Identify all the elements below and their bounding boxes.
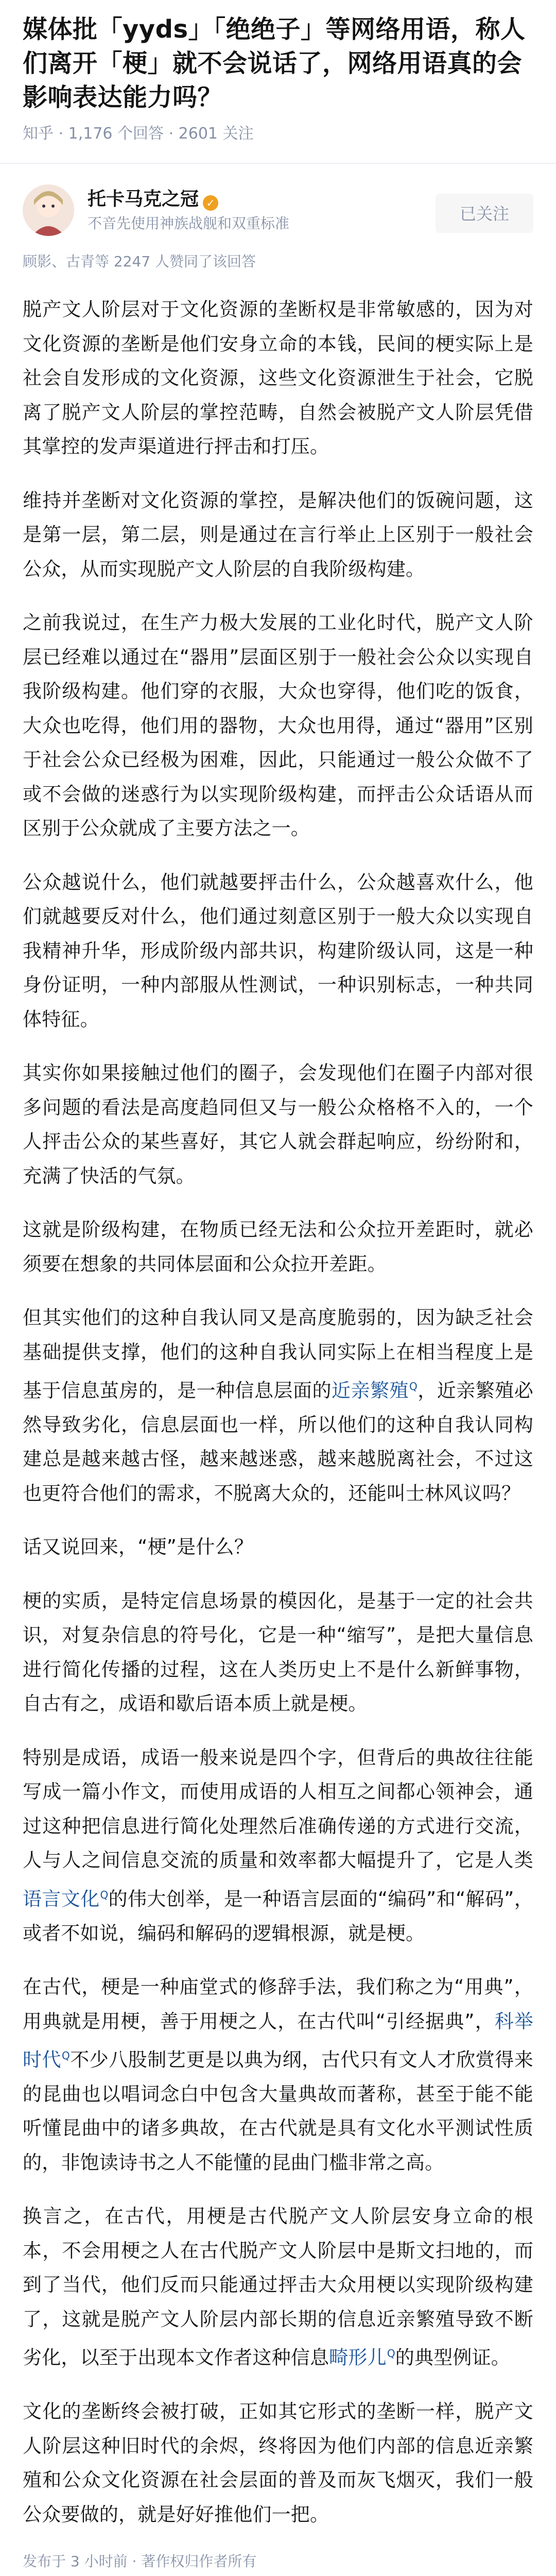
paragraph-10-text-a: 特别是成语，成语一般来说是四个字，但背后的典故往往能写成一篇小作文，而使用成语的人相互之间都心领神会，通过这种把信息进行简化处理然后准确传递的方式进行交流，人与人之间信息交流的质量和效率都大幅提升了，它是人类 — [23, 1746, 533, 1872]
paragraph-7 — [23, 1301, 533, 1511]
author-bio: 不音先使用神族战舰和双重标准 — [88, 215, 290, 232]
paragraph-11-text-b: 不少八股制艺更是以典为纲，古代只有文人才欣赏得来的昆曲也以唱词念白中包含大量典故而著称，甚至于能不能听懂昆曲中的诸多典故，在古代就是具有文化水平测试性质的，非饱读诗书之人不能懂的昆曲门槛非常之高。 — [23, 2048, 533, 2174]
follow-button[interactable]: 已关注 — [436, 194, 533, 233]
paragraph-7-text-b: ，近亲繁殖必然导致劣化，信息层面也一样，所以他们的这种自我认同构建总是越来越古怪，越来越迷惑，越来越脱离社会，不过这也更符合他们的需求，不脱离大众的，还能叫士林风议吗？ — [23, 1379, 534, 1504]
link-yuyanwenhua[interactable]: 语言文化 — [23, 1888, 100, 1910]
paragraph-10-text-b: 的伟大创举，是一种语言层面的“编码”和“解码”，或者不如说，编码和解码的逻辑根源，就是梗。 — [23, 1888, 533, 1944]
author-avatar[interactable] — [23, 184, 74, 236]
search-link-icon: Q — [62, 2049, 70, 2062]
paragraph-10 — [23, 1741, 533, 1951]
paragraph-3: 之前我说过，在生产力极大发展的工业化时代，脱产文人阶层已经难以通过在“器用”层面区别于一般社会公众以实现自我阶级构建。他们穿的衣服，大众也穿得，他们吃的饭食，大众也吃得，他们用的器物，大众也用得，通过“器用”区别于社会公众已经极为困难，因此，只能通过一般公众做不了或不会做的迷惑行为以实现阶级构建，而抨击公众话语从而区别于公众就成了主要方法之一。 — [23, 612, 533, 839]
search-link-icon: Q — [409, 1380, 418, 1393]
answer-count[interactable]: 1,176 个回答 — [68, 125, 164, 143]
paragraph-2: 维持并垄断对文化资源的掌控，是解决他们的饭碗问题，这是第一层，第二层，则是通过在言行举止上区别于一般社会公众，从而实现脱产文人阶层的自我阶级构建。 — [23, 489, 533, 580]
meta-sep: · — [168, 125, 179, 143]
paragraph-5: 其实你如果接触过他们的圈子，会发现他们在圈子内部对很多问题的看法是高度趋同但又与一般公众格格不入的，一个人抨击公众的某些喜好，其它人就会群起响应，纷纷附和，充满了快活的气氛。 — [23, 1062, 533, 1187]
search-link-icon: Q — [387, 2347, 395, 2360]
author-info — [88, 188, 289, 234]
site-name: 知乎 — [23, 125, 54, 143]
paragraph-7-text-a: 但其实他们的这种自我认同又是高度脆弱的，因为缺乏社会基础提供支撑，他们的这种自我认同实际上在相当程度上是基于信息茧房的，是一种信息层面的 — [23, 1307, 533, 1402]
comments-header — [0, 2572, 556, 2576]
meta-sep: · — [58, 125, 68, 143]
answer-content — [0, 272, 556, 2572]
paragraph-11-text-a: 在古代，梗是一种庙堂式的修辞手法，我们称之为“用典”，用典就是用梗，善于用梗之人，在古代叫“引经据典”， — [23, 1976, 533, 2032]
paragraph-6: 这就是阶级构建，在物质已经无法和公众拉开差距时，就必须要在想象的共同体层面和公众拉开差距。 — [23, 1218, 533, 1275]
verified-badge-icon: ✓ — [203, 195, 218, 211]
paragraph-9: 梗的实质，是特定信息场景的模因化，是基于一定的社会共识，对复杂信息的符号化，它是一种“缩写”，是把大量信息进行简化传播的过程，这在人类历史上不是什么新鲜事物，自古有之，成语和歇后语本质上就是梗。 — [23, 1589, 533, 1715]
author-name[interactable]: 托卡马克之冠 — [88, 189, 199, 210]
paragraph-12-text-a: 换言之，在古代，用梗是古代脱产文人阶层安身立命的根本，不会用梗之人在古代脱产文人阶层中是斯文扫地的，而到了当代，他们反而只能通过抨击大众用梗以实现阶级构建了，这就是脱产文人阶层内部长期的信息近亲繁殖导致不断劣化，以至于出现本文作者这种信息 — [23, 2205, 533, 2369]
paragraph-1: 脱产文人阶层对于文化资源的垄断权是非常敏感的，因为对文化资源的垄断是他们安身立命的本钱，民间的梗实际上是社会自发形成的文化资源，这些文化资源泄生于社会，它脱离了脱产文人阶层的掌控范畴，自然会被脱产文人阶层凭借其掌控的发声渠道进行抨击和打压。 — [23, 298, 533, 457]
link-kejushidai[interactable]: 科举时代 — [23, 2010, 533, 2071]
paragraph-4: 公众越说什么，他们就越要抨击什么，公众越喜欢什么，他们就越要反对什么，他们通过刻意区别于一般大众以实现自我精神升华，形成阶级内部共识，构建阶级认同，这是一种身份证明，一种内部服从性测试，一种识别标志，一种共同体特征。 — [23, 871, 533, 1030]
link-jixinger[interactable]: 畸形儿 — [329, 2346, 387, 2369]
question-title[interactable]: 媒体批「yyds」「绝绝子」等网络用语，称人们离开「梗」就不会说话了，网络用语真的会影响表达能力吗？ — [23, 15, 526, 112]
question-header — [0, 0, 556, 144]
paragraph-13: 文化的垄断终会被打破，正如其它形式的垄断一样，脱产文人阶层这种旧时代的余烬，终将因为他们内部的信息近亲繁殖和公众文化资源在社会层面的普及而灰飞烟灭，我们一般公众要做的，就是好好推他们一把。 — [23, 2400, 533, 2526]
search-link-icon: Q — [100, 1888, 109, 1901]
paragraph-11 — [23, 1970, 533, 2180]
follower-count: 2601 关注 — [178, 125, 254, 143]
link-jinqinfanzhi[interactable]: 近亲繁殖 — [332, 1379, 409, 1402]
vote-summary[interactable]: 顾影、古青等 2247 人赞同了该回答 — [23, 253, 256, 270]
paragraph-12 — [23, 2199, 533, 2375]
question-meta — [23, 124, 533, 144]
paragraph-12-text-b: 的典型例证。 — [395, 2346, 510, 2369]
paragraph-8: 话又说回来，“梗”是什么？ — [23, 1536, 253, 1558]
author-name-row[interactable] — [88, 188, 289, 211]
publish-info: 发布于 3 小时前 · 著作权归作者所有 — [23, 2553, 257, 2570]
author-block — [0, 164, 556, 241]
